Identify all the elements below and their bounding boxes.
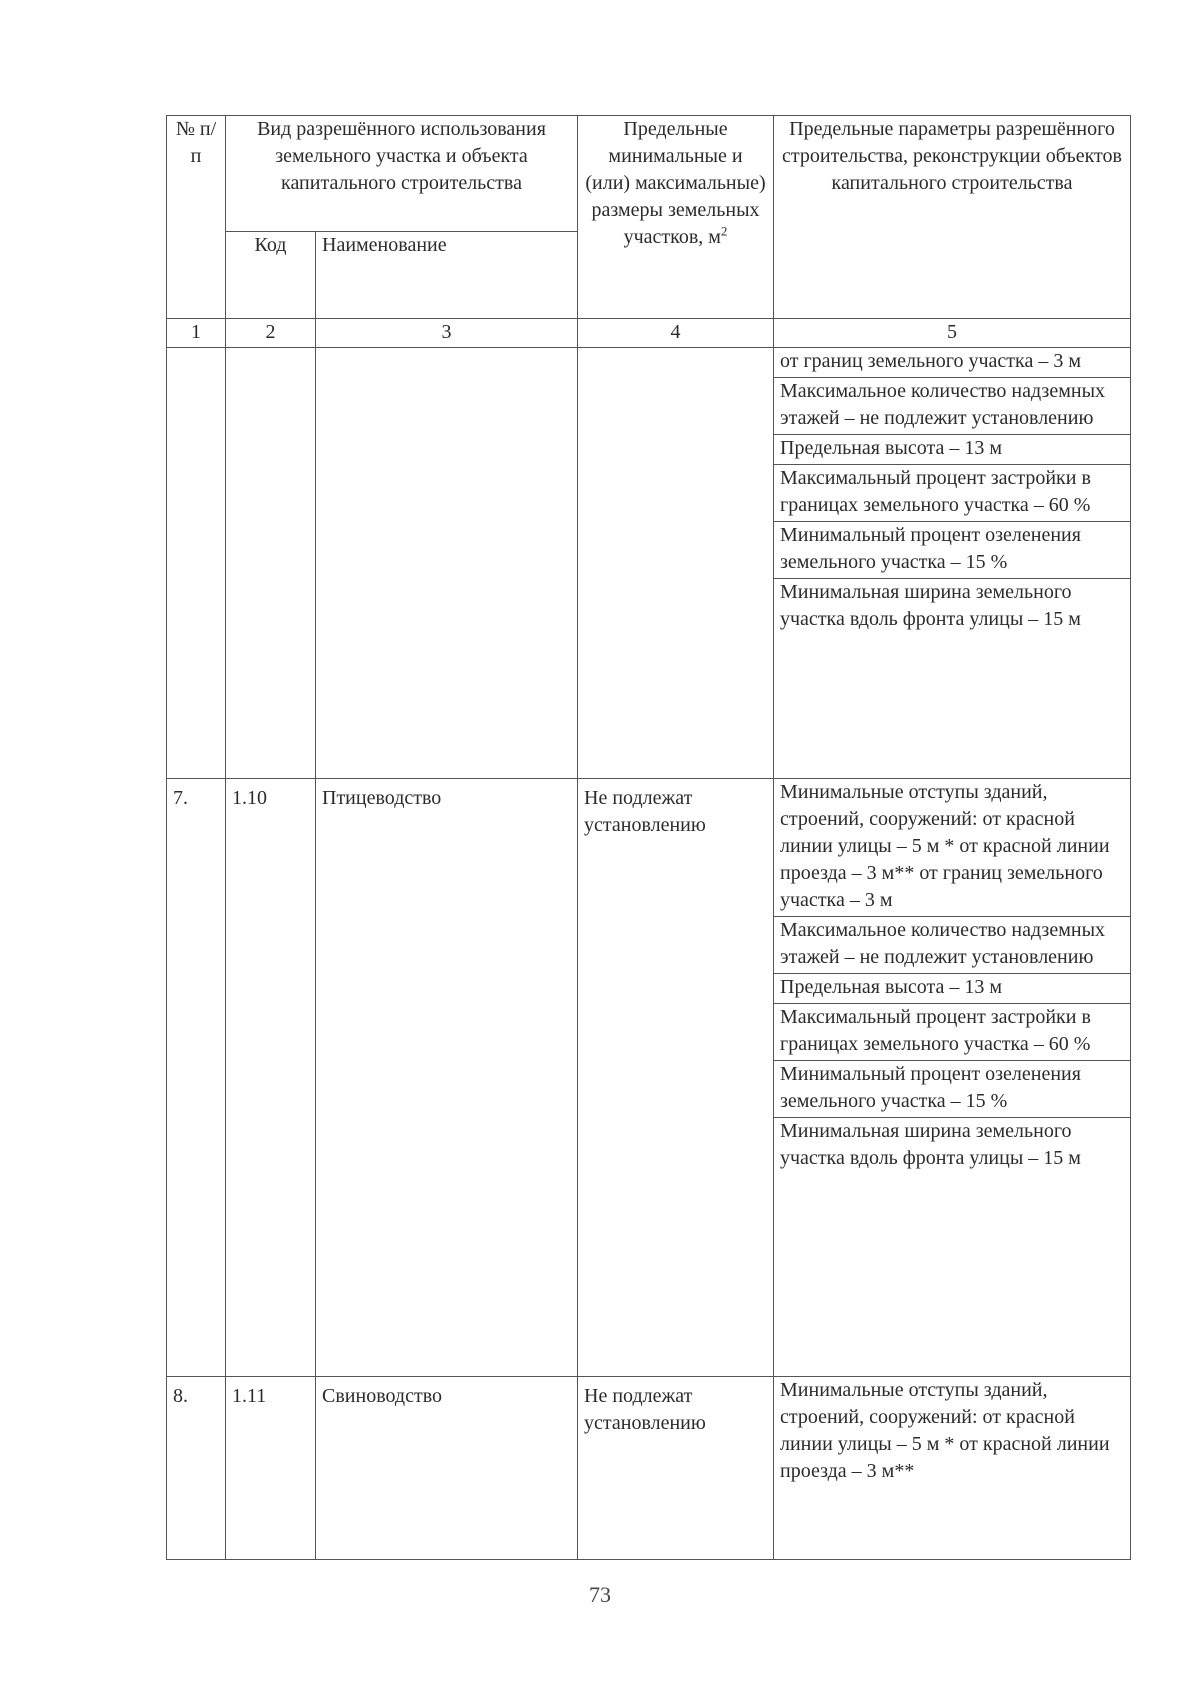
column-number: 1 <box>167 319 226 348</box>
header-name: Наименование <box>316 232 578 319</box>
param-item: Предельная высота – 13 м <box>774 974 1130 1004</box>
table-header-row <box>167 116 1131 232</box>
table-row <box>167 1377 1131 1560</box>
column-number: 3 <box>316 319 578 348</box>
row-params <box>774 1377 1131 1560</box>
param-item: Минимальные отступы зданий, строений, сооружений: от красной линии улицы – 5 м * от красной линии проезда – 3 м** <box>780 1379 1110 1482</box>
table-row <box>167 348 1131 779</box>
param-item: Минимальная ширина земельного участка вдоль фронта улицы – 15 м <box>774 1118 1130 1175</box>
row-size <box>578 348 774 779</box>
row-name: Свиноводство <box>316 1377 578 1560</box>
param-item: Минимальный процент озеленения земельного участка – 15 % <box>774 1061 1130 1118</box>
param-item: от границ земельного участка – 3 м <box>780 350 1081 372</box>
row-size: Не подлежат установлению <box>578 1377 774 1560</box>
row-params <box>774 779 1131 1377</box>
land-use-table <box>166 115 1131 1560</box>
row-code: 1.11 <box>226 1377 316 1560</box>
column-number: 4 <box>578 319 774 348</box>
row-code: 1.10 <box>226 779 316 1377</box>
row-size: Не подлежат установлению <box>578 779 774 1377</box>
row-num: 8. <box>167 1377 226 1560</box>
row-num <box>167 348 226 779</box>
param-item: Максимальное количество надземных этажей – не подлежит установлению <box>774 917 1130 974</box>
param-item: Минимальные отступы зданий, строений, сооружений: от красной линии улицы – 5 м * от красной линии проезда – 3 м** от границ земельного участка – 3 м <box>780 781 1110 911</box>
row-name: Птицеводство <box>316 779 578 1377</box>
column-number: 5 <box>774 319 1131 348</box>
header-num: № п/п <box>167 116 226 319</box>
param-item: Минимальный процент озеленения земельного участка – 15 % <box>774 522 1130 579</box>
params-list <box>774 779 1130 1174</box>
table-row <box>167 779 1131 1377</box>
param-item: Минимальная ширина земельного участка вдоль фронта улицы – 15 м <box>774 579 1130 636</box>
row-num: 7. <box>167 779 226 1377</box>
param-item: Максимальный процент застройки в границах земельного участка – 60 % <box>774 1004 1130 1061</box>
column-number: 2 <box>226 319 316 348</box>
page-number: 73 <box>589 1582 611 1607</box>
header-code: Код <box>226 232 316 319</box>
column-number-row <box>167 319 1131 348</box>
row-params <box>774 348 1131 779</box>
params-list <box>774 1377 1130 1487</box>
param-item: Максимальный процент застройки в границах земельного участка – 60 % <box>774 465 1130 522</box>
header-size: Предельные минимальные и (или) максимальные) размеры земельных участков, $м^2$ <box>578 116 774 319</box>
header-type-group: Вид разрешённого использования земельного участка и объекта капитального строительства <box>226 116 578 232</box>
header-params: Предельные параметры разрешённого строительства, реконструкции объектов капитального строительства <box>774 116 1131 319</box>
param-item: Максимальное количество надземных этажей – не подлежит установлению <box>774 378 1130 435</box>
row-name <box>316 348 578 779</box>
row-code <box>226 348 316 779</box>
param-item: Предельная высота – 13 м <box>774 435 1130 465</box>
params-list <box>774 348 1130 635</box>
